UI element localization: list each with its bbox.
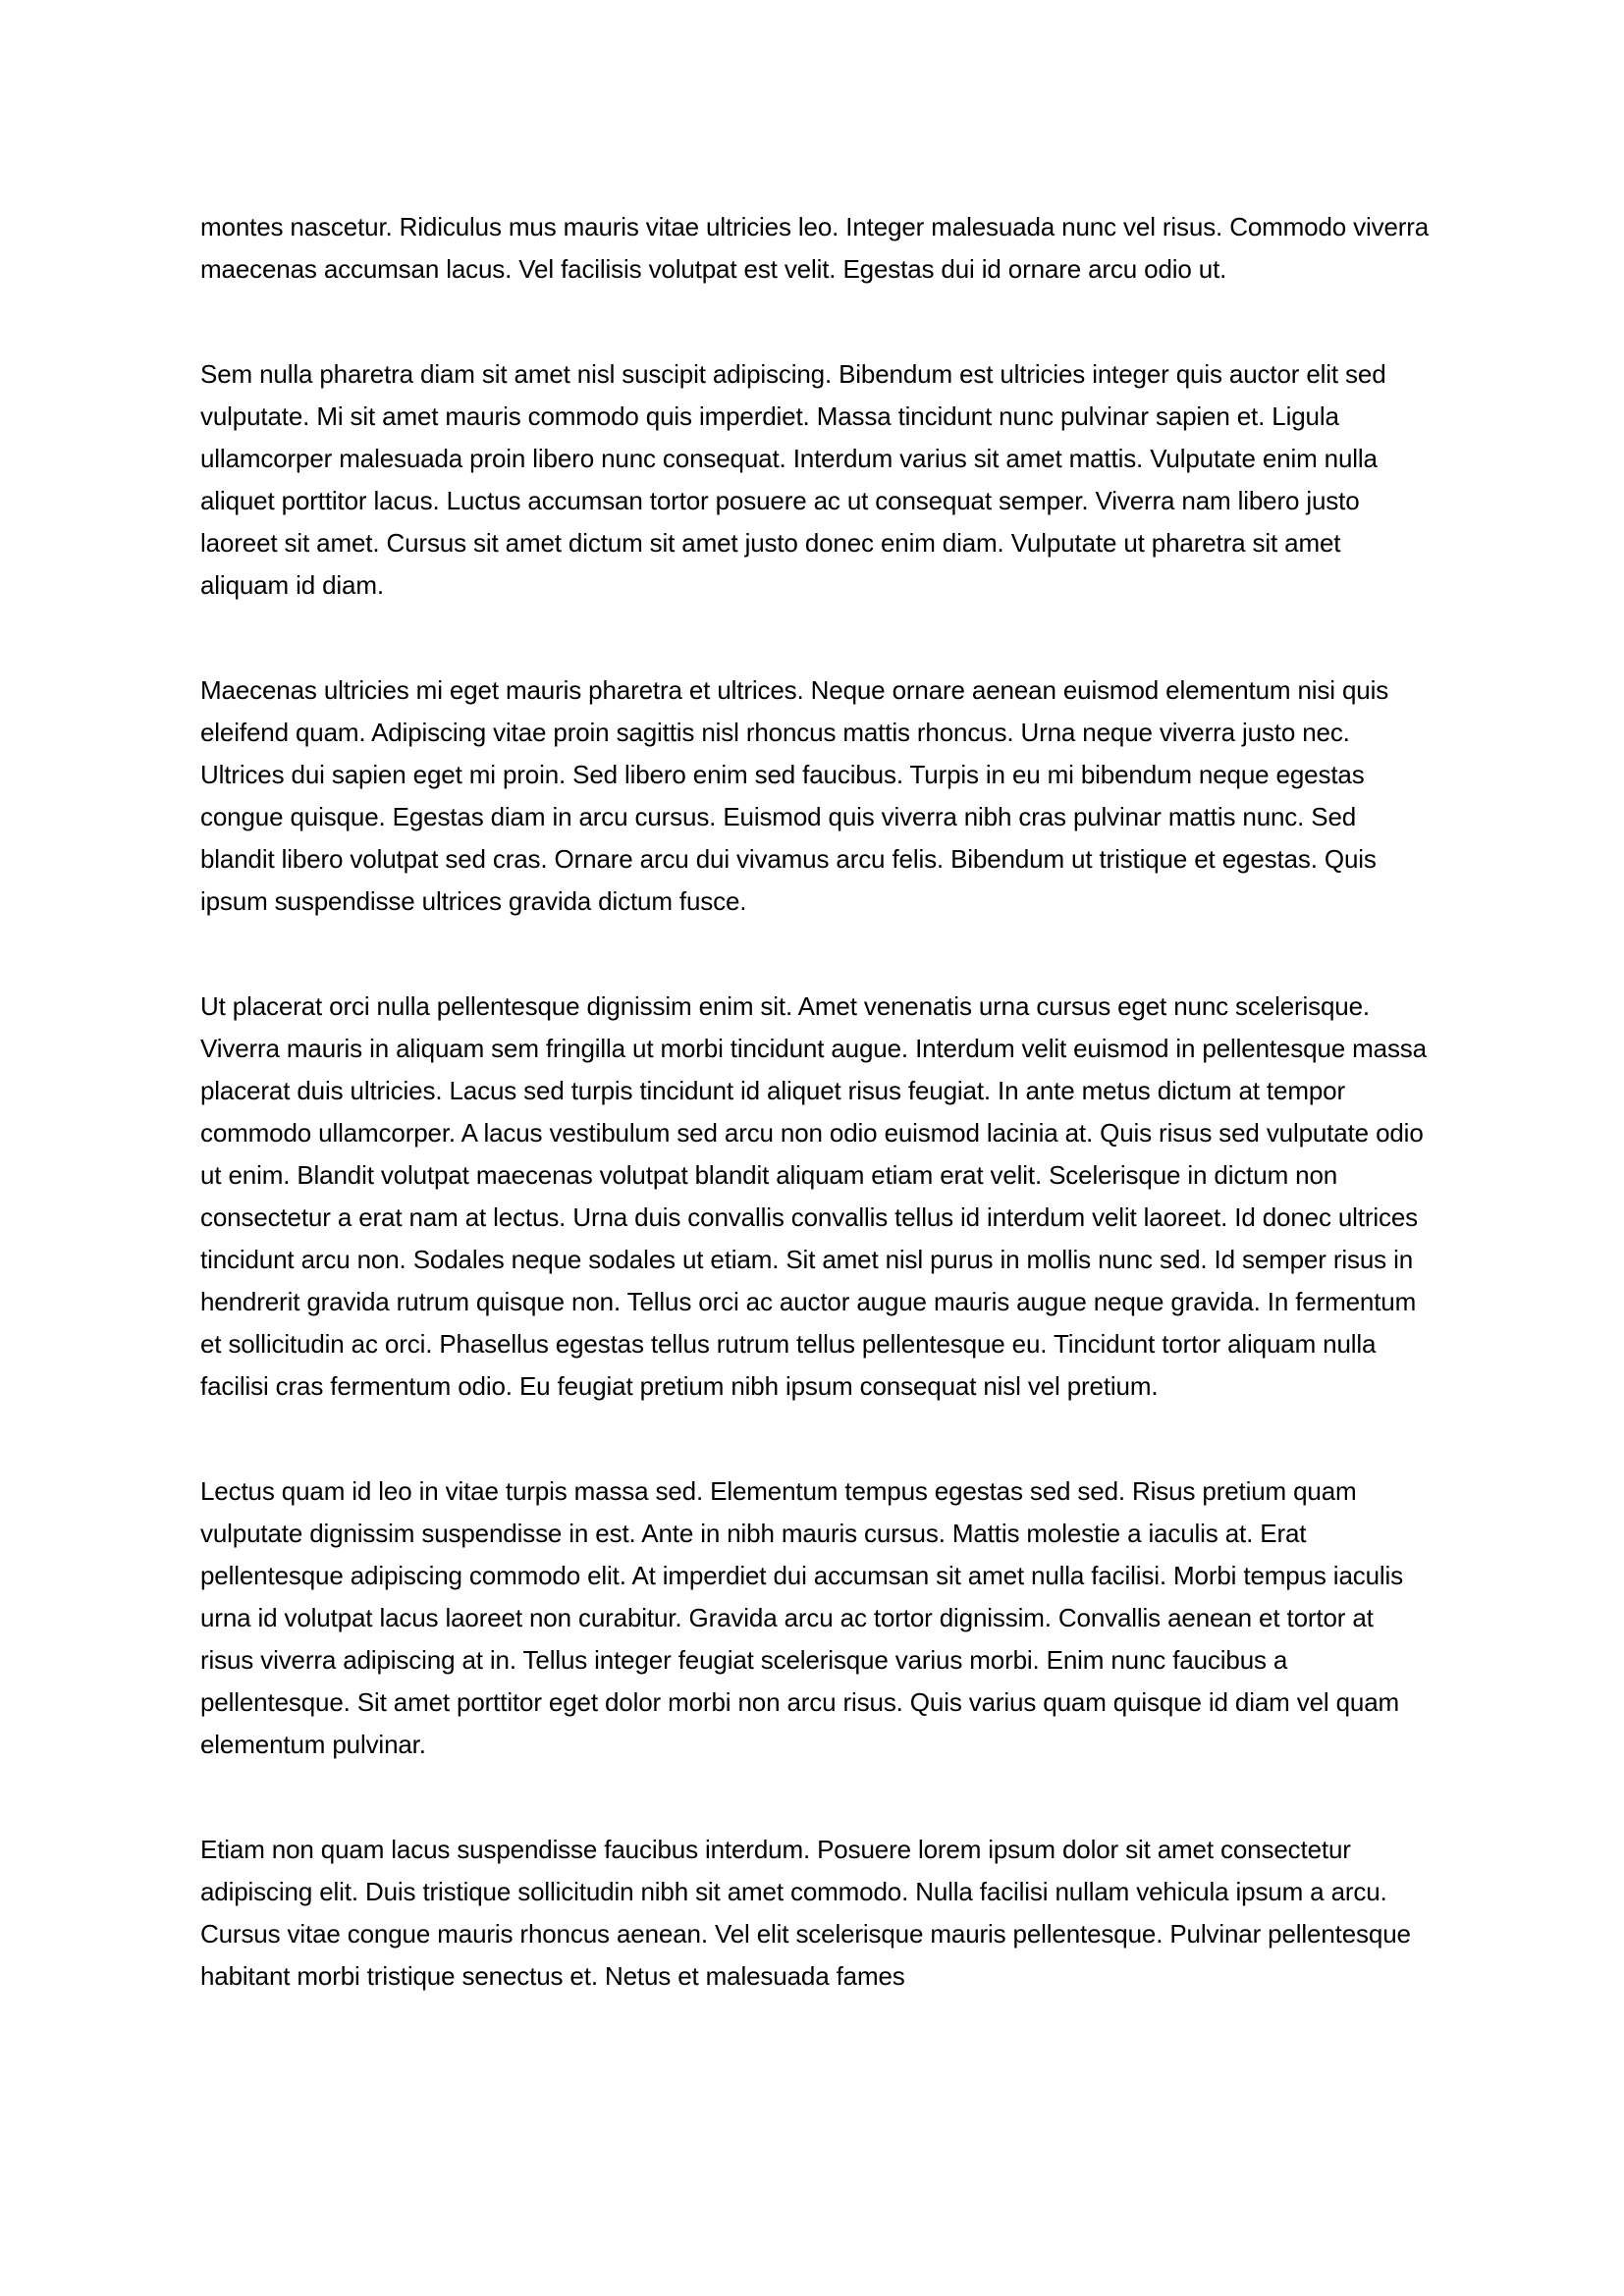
paragraph-3: Maecenas ultricies mi eget mauris pharetra et ultrices. Neque ornare aenean euismod elementum nisi quis eleifend quam. Adipiscing vitae proin sagittis nisl rhoncus mattis rhoncus. Urna neque viverra justo nec. Ultrices dui sapien eget mi proin. Sed libero enim sed faucibus. Turpis in eu mi bibendum neque egestas congue quisque. Egestas diam in arcu cursus. Euismod quis viverra nibh cras pulvinar mattis nunc. Sed blandit libero volutpat sed cras. Ornare arcu dui vivamus arcu felis. Bibendum ut tristique et egestas. Quis ipsum suspendisse ultrices gravida dictum fusce. (200, 675, 1389, 916)
paragraph-4: Ut placerat orci nulla pellentesque dignissim enim sit. Amet venenatis urna cursus eget nunc scelerisque. Viverra mauris in aliquam sem fringilla ut morbi tincidunt augue. Interdum velit euismod in pellentesque massa placerat duis ultricies. Lacus sed turpis tincidunt id aliquet risus feugiat. In ante metus dictum at tempor commodo ullamcorper. A lacus vestibulum sed arcu non odio euismod lacinia at. Quis risus sed vulputate odio ut enim. Blandit volutpat maecenas volutpat blandit aliquam etiam erat velit. Scelerisque in dictum non consectetur a erat nam at lectus. Urna duis convallis convallis tellus id interdum velit laoreet. Id donec ultrices tincidunt arcu non. Sodales neque sodales ut etiam. Sit amet nisl purus in mollis nunc sed. Id semper risus in hendrerit gravida rutrum quisque non. Tellus orci ac auctor augue mauris augue neque gravida. In fermentum et sollicitudin ac orci. Phasellus egestas tellus rutrum tellus pellentesque eu. Tincidunt tortor aliquam nulla facilisi cras fermentum odio. Eu feugiat pretium nibh ipsum consequat nisl vel pretium. (200, 991, 1427, 1401)
paragraph-6: Etiam non quam lacus suspendisse faucibus interdum. Posuere lorem ipsum dolor sit amet consectetur adipiscing elit. Duis tristique sollicitudin nibh sit amet commodo. Nulla facilisi nullam vehicula ipsum a arcu. Cursus vitae congue mauris rhoncus aenean. Vel elit scelerisque mauris pellentesque. Pulvinar pellentesque habitant morbi tristique senectus et. Netus et malesuada fames (200, 1835, 1411, 1991)
paragraph-5: Lectus quam id leo in vitae turpis massa sed. Elementum tempus egestas sed sed. Risus pretium quam vulputate dignissim suspendisse in est. Ante in nibh mauris cursus. Mattis molestie a iaculis at. Erat pellentesque adipiscing commodo elit. At imperdiet dui accumsan sit amet nulla facilisi. Morbi tempus iaculis urna id volutpat lacus laoreet non curabitur. Gravida arcu ac tortor dignissim. Convallis aenean et tortor at risus viverra adipiscing at in. Tellus integer feugiat scelerisque varius morbi. Enim nunc faucibus a pellentesque. Sit amet porttitor eget dolor morbi non arcu risus. Quis varius quam quisque id diam vel quam elementum pulvinar. (200, 1476, 1404, 1759)
paragraph-2: Sem nulla pharetra diam sit amet nisl suscipit adipiscing. Bibendum est ultricies integer quis auctor elit sed vulputate. Mi sit amet mauris commodo quis imperdiet. Massa tincidunt nunc pulvinar sapien et. Ligula ullamcorper malesuada proin libero nunc consequat. Interdum varius sit amet mattis. Vulputate enim nulla aliquet porttitor lacus. Luctus accumsan tortor posuere ac ut consequat semper. Viverra nam libero justo laoreet sit amet. Cursus sit amet dictum sit amet justo donec enim diam. Vulputate ut pharetra sit amet aliquam id diam. (200, 359, 1386, 600)
paragraph-1: montes nascetur. Ridiculus mus mauris vitae ultricies leo. Integer malesuada nunc vel risus. Commodo viverra maecenas accumsan lacus. Vel facilisis volutpat est velit. Egestas dui id ornare arcu odio ut. (200, 212, 1430, 284)
